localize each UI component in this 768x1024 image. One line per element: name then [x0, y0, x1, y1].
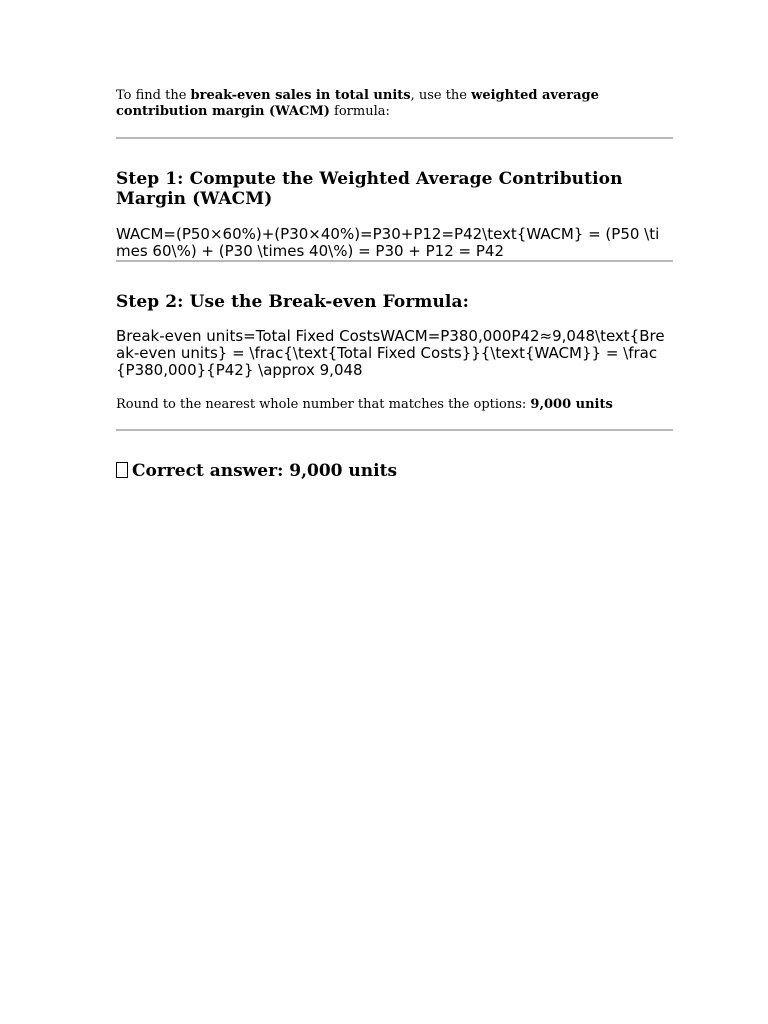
intro-text-3: formula:: [329, 104, 390, 119]
step1-formula: WACM=(P50×60%)+(P30×40%)=P30+P12=P42\text{WACM} = (P50 \times 60\%) + (P30 \times 40\%) = P30 + P12 = P42: [116, 225, 660, 260]
intro-text-2: , use the: [410, 88, 472, 103]
intro-text-1: To find the: [116, 88, 191, 103]
rounding-note: [116, 397, 673, 413]
rounding-note-text: Round to the nearest whole number that matches the options:: [116, 397, 531, 412]
correct-answer: [116, 461, 673, 481]
divider-3: [116, 429, 673, 431]
correct-answer-text: Correct answer: 9,000 units: [132, 461, 398, 481]
intro-bold-2: weighted average contribution margin (WACM): [116, 88, 599, 119]
intro-bold-1: break-even sales in total units: [190, 88, 411, 103]
checkmark-icon: [116, 462, 128, 478]
step1-heading: Step 1: Compute the Weighted Average Contribution Margin (WACM): [116, 169, 623, 209]
step2-formula: Break-even units=Total Fixed CostsWACM=P380,000P42≈9,048\text{Break-even units} = \frac{\text{Total Fixed Costs}}{\text{WACM}} = \frac{P380,000}{P42} \approx 9,048: [116, 327, 665, 379]
rounding-note-bold: 9,000 units: [530, 397, 613, 412]
divider-2: [116, 260, 673, 262]
intro-paragraph: [116, 88, 673, 120]
step2-heading: Step 2: Use the Break-even Formula:: [116, 292, 469, 312]
divider-1: [116, 137, 673, 139]
